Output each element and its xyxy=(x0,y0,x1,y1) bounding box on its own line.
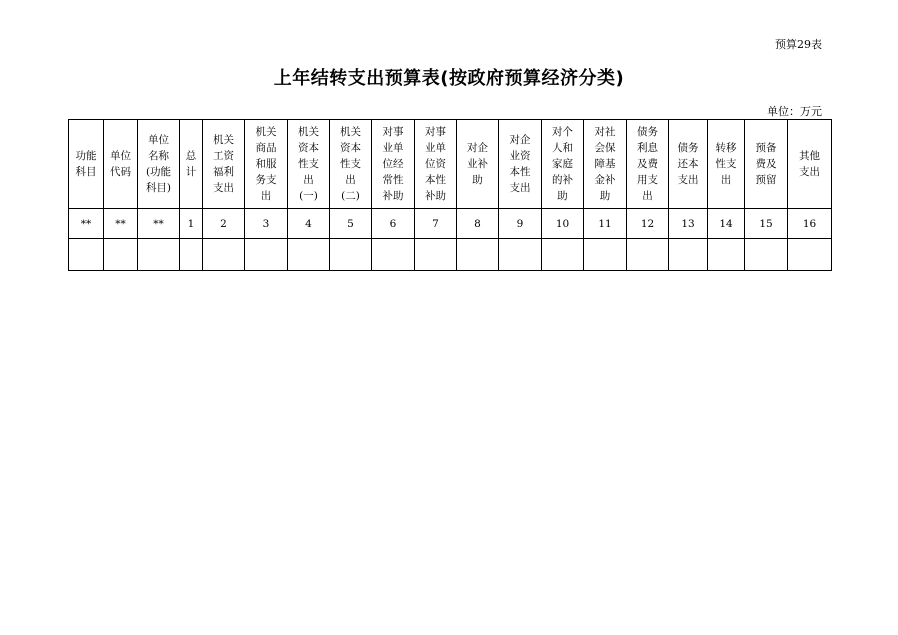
column-header: 功能 科目 xyxy=(69,120,104,209)
empty-cell xyxy=(788,239,832,271)
page-title: 上年结转支出预算表(按政府预算经济分类) xyxy=(273,68,625,89)
column-code: 10 xyxy=(542,209,584,239)
column-code: 1 xyxy=(180,209,203,239)
column-code: 11 xyxy=(584,209,627,239)
column-code: 16 xyxy=(788,209,832,239)
empty-cell xyxy=(542,239,584,271)
empty-cell xyxy=(745,239,788,271)
empty-cell xyxy=(245,239,288,271)
column-header: 转移 性支 出 xyxy=(708,120,745,209)
column-code: 8 xyxy=(457,209,499,239)
column-code: 9 xyxy=(499,209,542,239)
column-header: 单位 代码 xyxy=(104,120,138,209)
column-header: 机关 工资 福利 支出 xyxy=(203,120,245,209)
column-header: 债务 利息 及费 用支 出 xyxy=(627,120,669,209)
column-code: 6 xyxy=(372,209,415,239)
column-code: ** xyxy=(104,209,138,239)
column-code: 3 xyxy=(245,209,288,239)
header-row xyxy=(69,120,832,209)
empty-cell xyxy=(104,239,138,271)
column-code: 5 xyxy=(330,209,372,239)
empty-cell xyxy=(584,239,627,271)
empty-cell xyxy=(180,239,203,271)
empty-cell xyxy=(288,239,330,271)
empty-cell xyxy=(69,239,104,271)
column-header: 对企 业补 助 xyxy=(457,120,499,209)
code-row xyxy=(69,209,832,239)
column-header: 机关 商品 和服 务支 出 xyxy=(245,120,288,209)
empty-cell xyxy=(138,239,180,271)
column-code: 15 xyxy=(745,209,788,239)
empty-cell xyxy=(330,239,372,271)
table-number: 预算29表 xyxy=(775,38,822,51)
column-code: 13 xyxy=(669,209,708,239)
column-code: 12 xyxy=(627,209,669,239)
column-header: 其他 支出 xyxy=(788,120,832,209)
empty-data-row xyxy=(69,239,832,271)
empty-cell xyxy=(457,239,499,271)
column-header: 机关 资本 性支 出 (二) xyxy=(330,120,372,209)
empty-cell xyxy=(499,239,542,271)
empty-cell xyxy=(372,239,415,271)
column-code: 14 xyxy=(708,209,745,239)
column-header: 单位 名称 (功能 科目) xyxy=(138,120,180,209)
column-header: 对事 业单 位经 常性 补助 xyxy=(372,120,415,209)
empty-cell xyxy=(669,239,708,271)
column-header: 对企 业资 本性 支出 xyxy=(499,120,542,209)
column-code: ** xyxy=(138,209,180,239)
column-header: 总 计 xyxy=(180,120,203,209)
column-header: 对社 会保 障基 金补 助 xyxy=(584,120,627,209)
column-header: 对事 业单 位资 本性 补助 xyxy=(415,120,457,209)
column-header: 预备 费及 预留 xyxy=(745,120,788,209)
column-header: 债务 还本 支出 xyxy=(669,120,708,209)
column-header: 对个 人和 家庭 的补 助 xyxy=(542,120,584,209)
column-code: ** xyxy=(69,209,104,239)
column-code: 4 xyxy=(288,209,330,239)
empty-cell xyxy=(627,239,669,271)
budget-table xyxy=(68,119,832,271)
empty-cell xyxy=(415,239,457,271)
empty-cell xyxy=(708,239,745,271)
column-code: 2 xyxy=(203,209,245,239)
empty-cell xyxy=(203,239,245,271)
unit-label: 单位：万元 xyxy=(767,105,822,118)
column-header: 机关 资本 性支 出 (一) xyxy=(288,120,330,209)
column-code: 7 xyxy=(415,209,457,239)
